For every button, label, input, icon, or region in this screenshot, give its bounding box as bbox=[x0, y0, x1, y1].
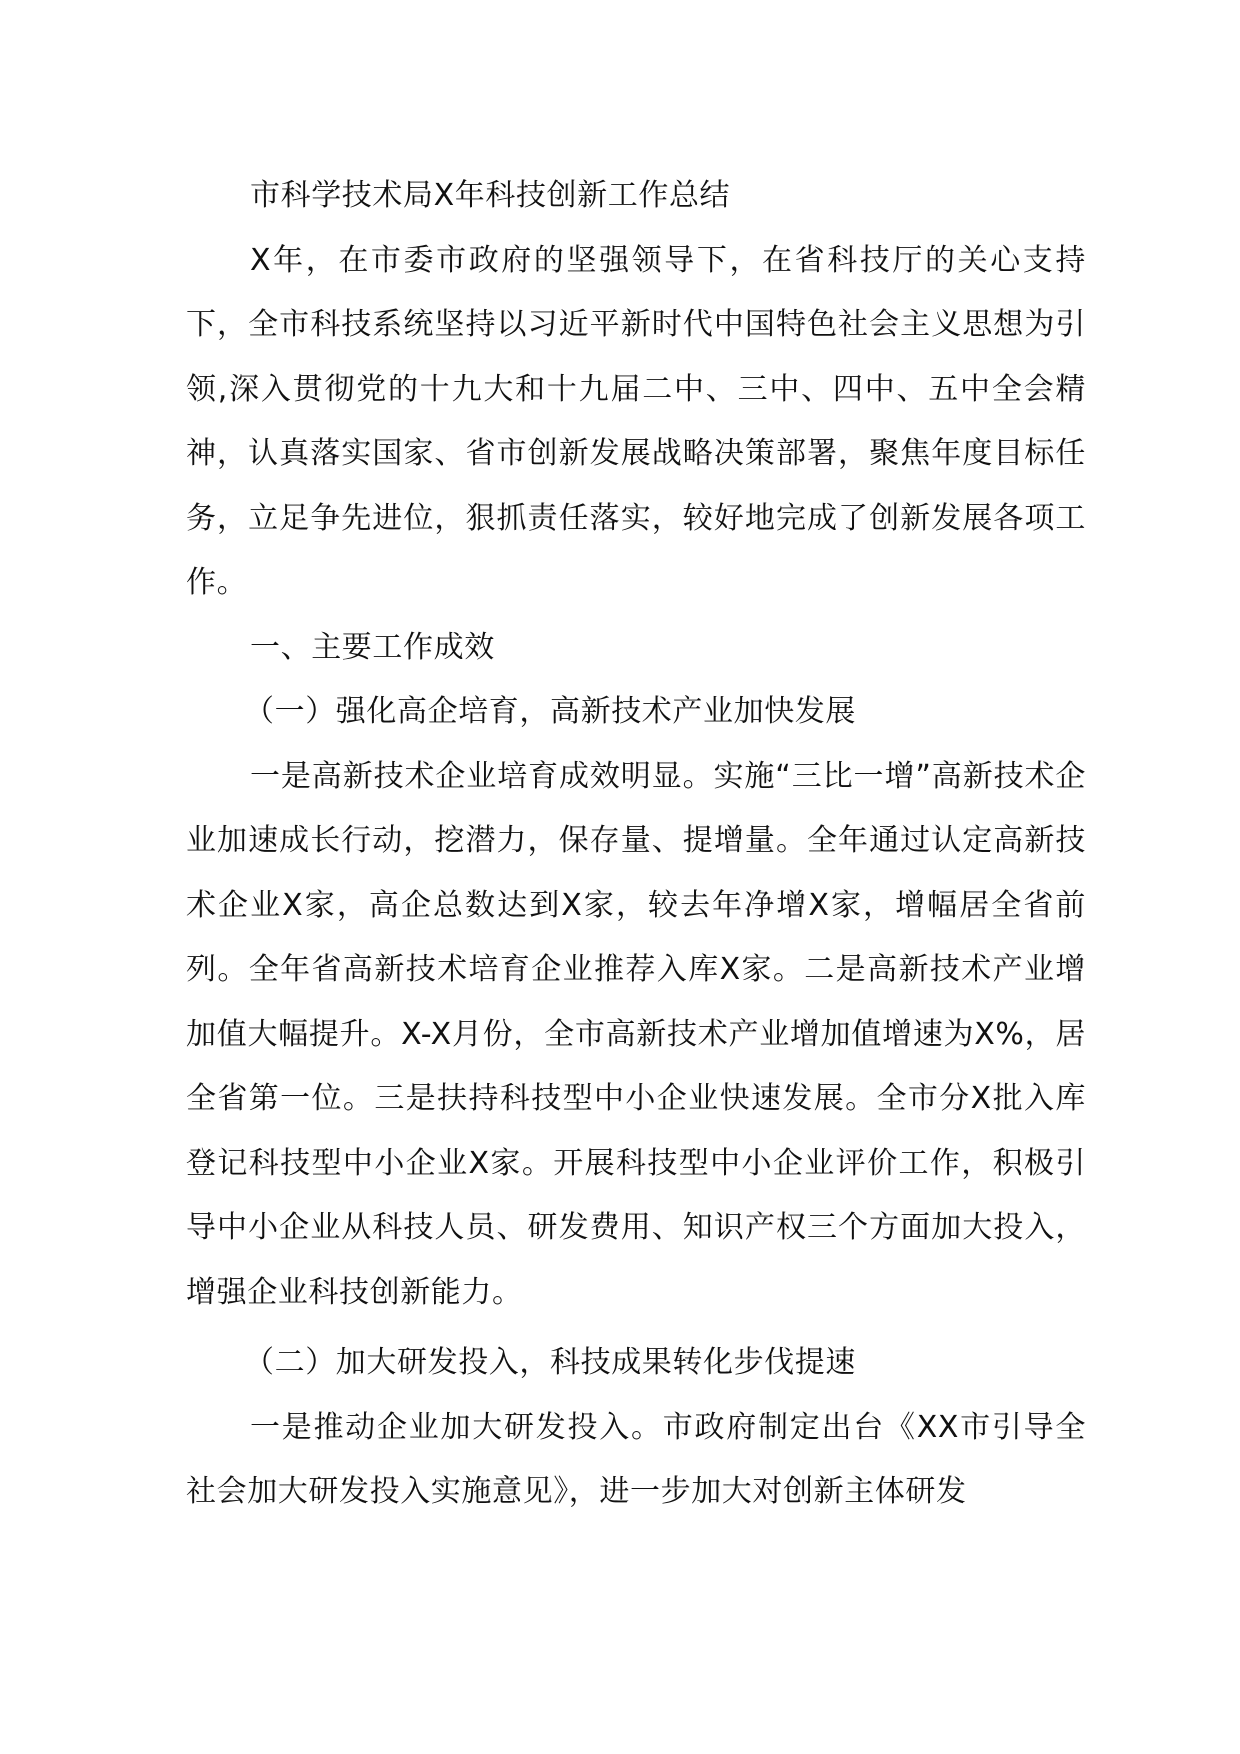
section-heading: 一、主要工作成效 bbox=[250, 629, 495, 665]
subsection-body-1: 一是高新技术企业培育成效明显。实施“三比一增”高新技术企业加速成长行动，挖潜力，保存量、提增量。全年通过认定高新技术企业X家，高企总数达到X家，较去年净增X家，增幅居全省前列。全年省高新技术培育企业推荐入库X家。二是高新技术产业增加值大幅提升。X-X月份，全市高新技术产业增加值增速为X%，居全省第一位。三是扶持科技型中小企业快速发展。全市分X批入库登记科技型中小企业X家。开展科技型中小企业评价工作，积极引导中小企业从科技人员、研发费用、知识产权三个方面加大投入，增强企业科技创新能力。 bbox=[186, 758, 1086, 1310]
subsection-heading-1: （一）强化高企培育，高新技术产业加快发展 bbox=[244, 694, 856, 729]
document-body bbox=[186, 164, 1086, 1525]
document-title: 市科学技术局X年科技创新工作总结 bbox=[250, 178, 731, 213]
intro-paragraph: X年，在市委市政府的坚强领导下，在省科技厅的关心支持下，全市科技系统坚持以习近平新时代中国特色社会主义思想为引领,深入贯彻党的十九大和十九届二中、三中、四中、五中全会精神，认真落实国家、省市创新发展战略决策部署，聚焦年度目标任务，立足争先进位，狠抓责任落实，较好地完成了创新发展各项工作。 bbox=[186, 242, 1086, 600]
subsection-body-2: 一是推动企业加大研发投入。市政府制定出台《XX市引导全社会加大研发投入实施意见》，进一步加大对创新主体研发 bbox=[186, 1409, 1086, 1509]
subsection-heading-2: （二）加大研发投入，科技成果转化步伐提速 bbox=[244, 1345, 856, 1380]
